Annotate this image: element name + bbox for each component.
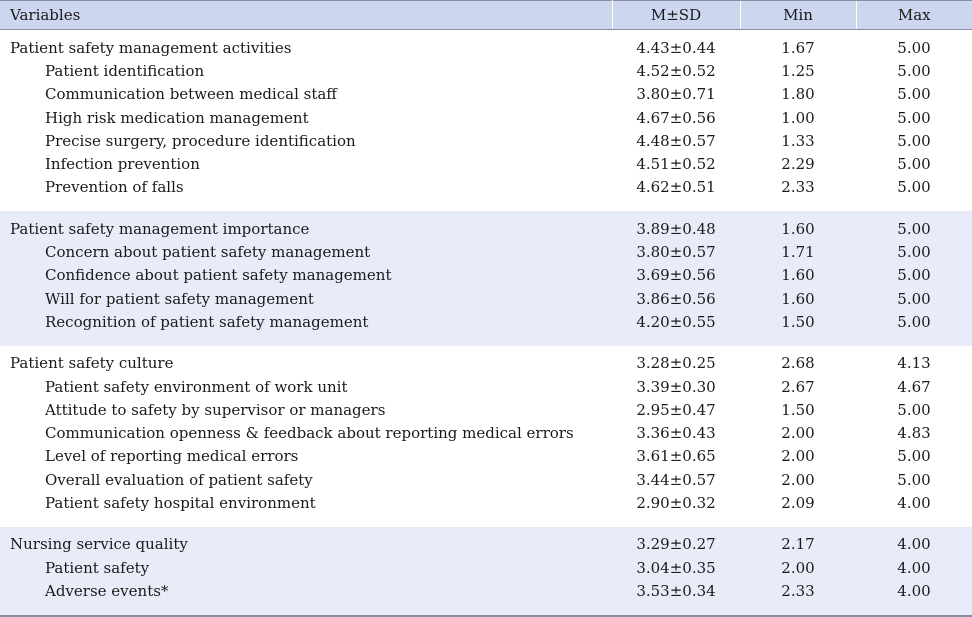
header-row: [0, 1, 972, 30]
cell-msd: 4.43±0.44: [612, 30, 740, 60]
cell-msd: 3.69±0.56: [612, 264, 740, 287]
cell-min: 2.00: [740, 445, 856, 468]
cell-msd: 3.53±0.34: [612, 579, 740, 602]
spacer-cell: [856, 334, 972, 346]
spacer-cell: [612, 603, 740, 616]
cell-max: 4.00: [856, 491, 972, 514]
table-group: [0, 527, 972, 616]
cell-label: Recognition of patient safety management: [0, 310, 612, 333]
spacer-cell: [612, 199, 740, 211]
cell-max: 5.00: [856, 152, 972, 175]
cell-max: 5.00: [856, 240, 972, 263]
cell-min: 2.29: [740, 152, 856, 175]
cell-label: Patient safety management activities: [0, 30, 612, 60]
cell-label: Patient safety environment of work unit: [0, 375, 612, 398]
cell-msd: 3.44±0.57: [612, 468, 740, 491]
cell-label: Nursing service quality: [0, 527, 612, 556]
cell-min: 2.33: [740, 579, 856, 602]
cell-msd: 4.20±0.55: [612, 310, 740, 333]
spacer-cell: [0, 334, 612, 346]
header-max: Max: [856, 1, 972, 30]
cell-max: 5.00: [856, 106, 972, 129]
cell-min: 2.17: [740, 527, 856, 556]
table-group: [0, 211, 972, 345]
group-title-row: [0, 346, 972, 375]
spacer-cell: [612, 515, 740, 527]
cell-msd: 3.04±0.35: [612, 556, 740, 579]
cell-msd: 4.52±0.52: [612, 59, 740, 82]
group-spacer: [0, 603, 972, 616]
spacer-cell: [612, 334, 740, 346]
cell-min: 2.00: [740, 468, 856, 491]
cell-label: Patient identification: [0, 59, 612, 82]
table-row: [0, 468, 972, 491]
spacer-cell: [0, 603, 612, 616]
cell-msd: 4.62±0.51: [612, 176, 740, 199]
cell-max: 5.00: [856, 30, 972, 60]
cell-msd: 4.48±0.57: [612, 129, 740, 152]
table-header: [0, 1, 972, 30]
cell-min: 1.80: [740, 83, 856, 106]
table-row: [0, 152, 972, 175]
group-spacer: [0, 334, 972, 346]
table-group: [0, 30, 972, 212]
group-spacer: [0, 515, 972, 527]
cell-max: 4.00: [856, 579, 972, 602]
header-msd: M±SD: [612, 1, 740, 30]
spacer-cell: [740, 199, 856, 211]
cell-msd: 3.89±0.48: [612, 211, 740, 240]
cell-min: 1.60: [740, 264, 856, 287]
cell-label: Communication between medical staff: [0, 83, 612, 106]
cell-label: Concern about patient safety management: [0, 240, 612, 263]
cell-msd: 3.86±0.56: [612, 287, 740, 310]
cell-msd: 3.61±0.65: [612, 445, 740, 468]
table-row: [0, 59, 972, 82]
cell-max: 5.00: [856, 264, 972, 287]
table-row: [0, 129, 972, 152]
cell-min: 1.25: [740, 59, 856, 82]
cell-msd: 2.95±0.47: [612, 398, 740, 421]
spacer-cell: [0, 515, 612, 527]
cell-max: 5.00: [856, 398, 972, 421]
cell-min: 2.00: [740, 421, 856, 444]
table-row: [0, 556, 972, 579]
cell-label: Overall evaluation of patient safety: [0, 468, 612, 491]
cell-max: 5.00: [856, 468, 972, 491]
cell-min: 1.60: [740, 211, 856, 240]
cell-max: 4.83: [856, 421, 972, 444]
cell-label: Patient safety management importance: [0, 211, 612, 240]
cell-max: 5.00: [856, 129, 972, 152]
cell-label: Communication openness & feedback about reporting medical errors: [0, 421, 612, 444]
table-row: [0, 310, 972, 333]
cell-label: Adverse events*: [0, 579, 612, 602]
cell-label: Confidence about patient safety management: [0, 264, 612, 287]
cell-label: Patient safety culture: [0, 346, 612, 375]
cell-min: 2.00: [740, 556, 856, 579]
table-row: [0, 106, 972, 129]
table-row: [0, 421, 972, 444]
cell-label: Will for patient safety management: [0, 287, 612, 310]
cell-max: 5.00: [856, 445, 972, 468]
table-row: [0, 176, 972, 199]
spacer-cell: [740, 603, 856, 616]
cell-msd: 3.39±0.30: [612, 375, 740, 398]
cell-max: 4.67: [856, 375, 972, 398]
cell-min: 2.67: [740, 375, 856, 398]
cell-label: Prevention of falls: [0, 176, 612, 199]
table-group: [0, 346, 972, 527]
group-spacer: [0, 199, 972, 211]
cell-label: Level of reporting medical errors: [0, 445, 612, 468]
table-row: [0, 445, 972, 468]
cell-label: Patient safety: [0, 556, 612, 579]
cell-min: 2.09: [740, 491, 856, 514]
cell-max: 5.00: [856, 211, 972, 240]
cell-label: Attitude to safety by supervisor or managers: [0, 398, 612, 421]
cell-max: 5.00: [856, 310, 972, 333]
cell-min: 1.50: [740, 310, 856, 333]
cell-msd: 2.90±0.32: [612, 491, 740, 514]
cell-max: 5.00: [856, 176, 972, 199]
table-row: [0, 83, 972, 106]
group-title-row: [0, 527, 972, 556]
table-row: [0, 491, 972, 514]
cell-max: 5.00: [856, 83, 972, 106]
spacer-cell: [856, 603, 972, 616]
group-title-row: [0, 30, 972, 60]
spacer-cell: [740, 334, 856, 346]
cell-label: Infection prevention: [0, 152, 612, 175]
cell-msd: 3.36±0.43: [612, 421, 740, 444]
cell-msd: 3.80±0.71: [612, 83, 740, 106]
cell-label: Patient safety hospital environment: [0, 491, 612, 514]
cell-msd: 3.29±0.27: [612, 527, 740, 556]
cell-max: 5.00: [856, 287, 972, 310]
cell-max: 4.13: [856, 346, 972, 375]
cell-max: 4.00: [856, 556, 972, 579]
cell-min: 2.68: [740, 346, 856, 375]
group-title-row: [0, 211, 972, 240]
cell-msd: 4.67±0.56: [612, 106, 740, 129]
cell-min: 1.60: [740, 287, 856, 310]
cell-msd: 3.28±0.25: [612, 346, 740, 375]
cell-min: 1.00: [740, 106, 856, 129]
table-row: [0, 579, 972, 602]
cell-msd: 3.80±0.57: [612, 240, 740, 263]
table-row: [0, 264, 972, 287]
cell-min: 1.67: [740, 30, 856, 60]
cell-msd: 4.51±0.52: [612, 152, 740, 175]
spacer-cell: [0, 199, 612, 211]
header-min: Min: [740, 1, 856, 30]
spacer-cell: [856, 515, 972, 527]
cell-min: 1.50: [740, 398, 856, 421]
table-row: [0, 287, 972, 310]
table-row: [0, 240, 972, 263]
spacer-cell: [740, 515, 856, 527]
cell-min: 1.33: [740, 129, 856, 152]
header-variables: Variables: [0, 1, 612, 30]
table-row: [0, 375, 972, 398]
cell-label: High risk medication management: [0, 106, 612, 129]
cell-max: 5.00: [856, 59, 972, 82]
cell-max: 4.00: [856, 527, 972, 556]
cell-min: 2.33: [740, 176, 856, 199]
cell-label: Precise surgery, procedure identification: [0, 129, 612, 152]
table-row: [0, 398, 972, 421]
cell-min: 1.71: [740, 240, 856, 263]
spacer-cell: [856, 199, 972, 211]
